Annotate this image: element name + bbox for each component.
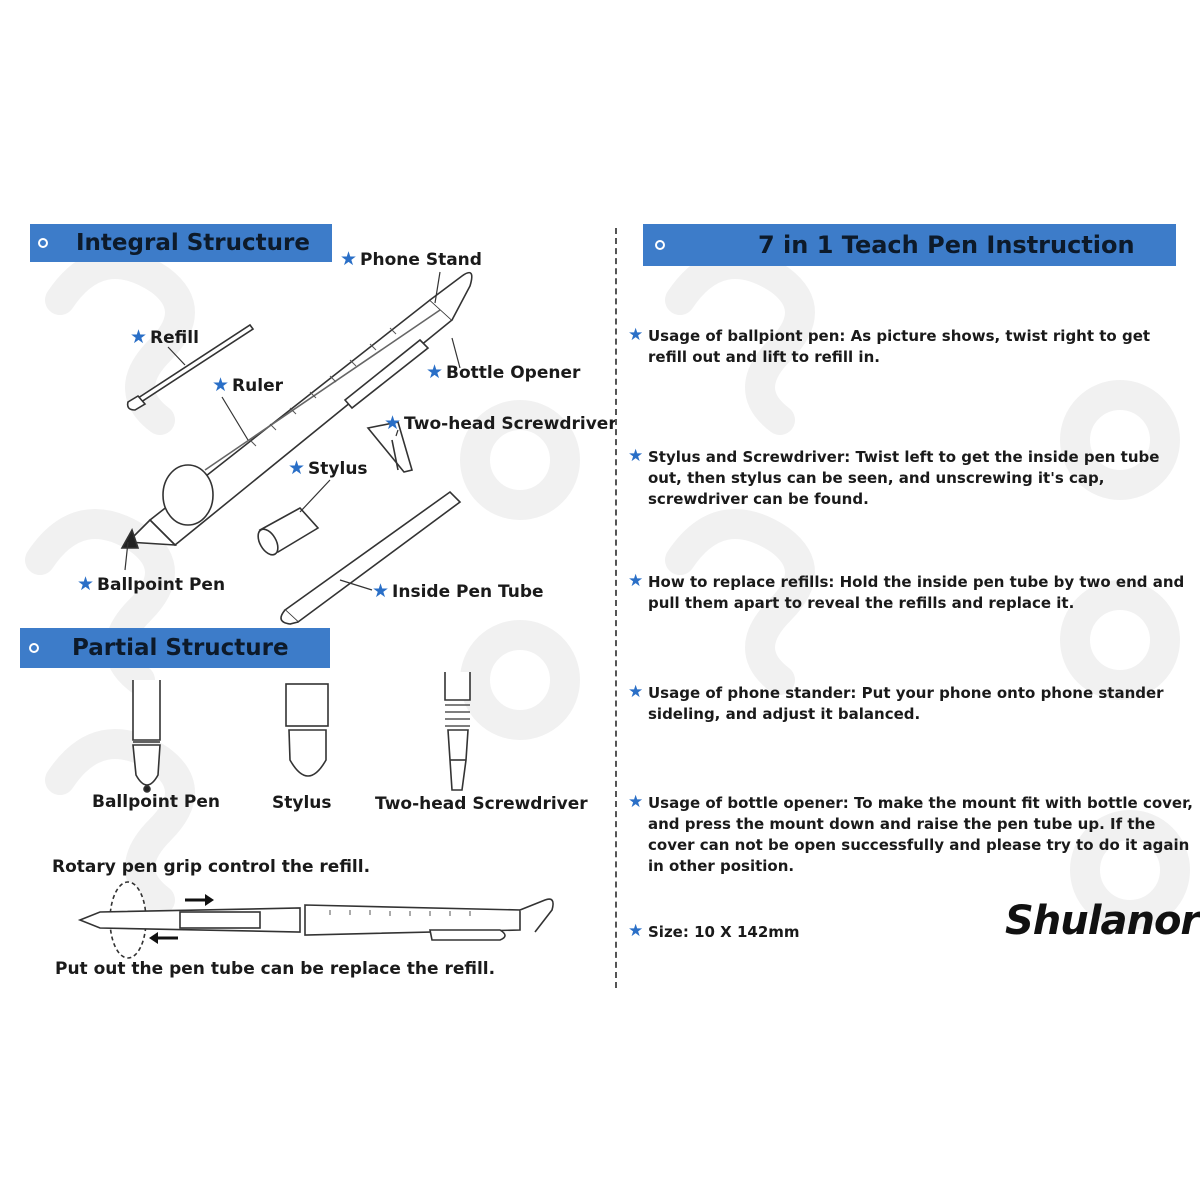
put-out-tube-text: Put out the pen tube can be replace the refill. bbox=[55, 959, 496, 979]
instruction-text: Size: 10 X 142mm bbox=[648, 923, 800, 941]
instruction-item bbox=[628, 683, 1193, 725]
star-icon: ★ bbox=[628, 325, 644, 345]
circle-dot-icon bbox=[655, 240, 665, 250]
star-icon: ★ bbox=[340, 248, 358, 270]
star-icon: ★ bbox=[77, 573, 95, 595]
label-screwdriver-text: Two-head Screwdriver bbox=[404, 414, 617, 434]
instruction-text: Usage of bottle opener: To make the mount fit with bottle cover, and press the mount down and raise the pen tube up. If the cover can not be open successfully and please try to do it again in other position. bbox=[648, 794, 1193, 875]
instruction-banner bbox=[643, 224, 1176, 266]
label-ruler-text: Ruler bbox=[232, 376, 283, 396]
instruction-item bbox=[628, 447, 1193, 510]
star-icon: ★ bbox=[628, 682, 644, 702]
star-icon: ★ bbox=[130, 326, 148, 348]
label-refill-text: Refill bbox=[150, 328, 199, 348]
instruction-text: How to replace refills: Hold the inside pen tube by two end and pull them apart to reveal the refills and replace it. bbox=[648, 573, 1185, 612]
caption-two-head-screwdriver: Two-head Screwdriver bbox=[375, 794, 588, 814]
instruction-item-size bbox=[628, 922, 988, 943]
star-icon: ★ bbox=[628, 792, 644, 812]
label-ballpoint-text: Ballpoint Pen bbox=[97, 575, 226, 595]
brand-logo: Shulanor bbox=[1005, 898, 1200, 944]
star-icon: ★ bbox=[628, 446, 644, 466]
integral-structure-title: Integral Structure bbox=[76, 230, 310, 256]
instruction-text: Usage of phone stander: Put your phone onto phone stander sideling, and adjust it balanced. bbox=[648, 684, 1164, 723]
instruction-title: 7 in 1 Teach Pen Instruction bbox=[758, 231, 1135, 259]
star-icon: ★ bbox=[372, 580, 390, 602]
star-icon: ★ bbox=[212, 374, 230, 396]
label-stylus-text: Stylus bbox=[308, 459, 368, 479]
instruction-item bbox=[628, 326, 1193, 368]
column-divider bbox=[615, 228, 617, 988]
rotary-grip-text: Rotary pen grip control the refill. bbox=[52, 857, 371, 877]
star-icon: ★ bbox=[426, 361, 444, 383]
instruction-item bbox=[628, 572, 1193, 614]
caption-stylus: Stylus bbox=[272, 793, 332, 813]
instruction-text: Usage of ballpiont pen: As picture shows, twist right to get refill out and lift to refill in. bbox=[648, 327, 1151, 366]
star-icon: ★ bbox=[628, 571, 644, 591]
label-inside-tube-text: Inside Pen Tube bbox=[392, 582, 544, 602]
star-icon: ★ bbox=[384, 412, 402, 434]
label-phone-stand-text: Phone Stand bbox=[360, 250, 482, 270]
instruction-item bbox=[628, 793, 1193, 877]
star-icon: ★ bbox=[288, 457, 306, 479]
instruction-text: Stylus and Screwdriver: Twist left to get the inside pen tube out, then stylus can be seen, and unscrewing it's cap, screwdriver can be found. bbox=[648, 448, 1160, 508]
star-icon: ★ bbox=[628, 921, 644, 941]
label-bottle-opener-text: Bottle Opener bbox=[446, 363, 581, 383]
partial-structure-title: Partial Structure bbox=[72, 635, 289, 661]
caption-ballpoint-pen: Ballpoint Pen bbox=[92, 792, 220, 812]
